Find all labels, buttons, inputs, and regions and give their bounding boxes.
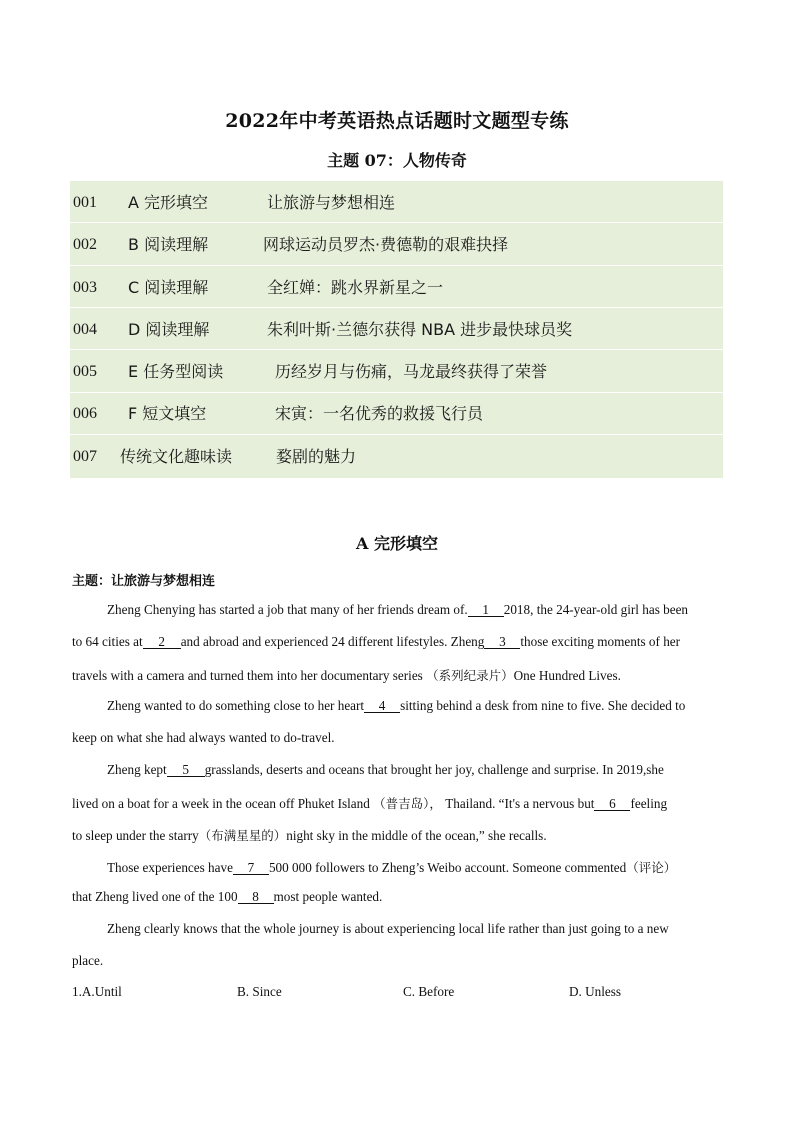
blank-3: 3 xyxy=(484,635,520,649)
passage-text: to sleep under the starry xyxy=(72,828,199,843)
toc-topic: 网球运动员罗杰·费德勒的艰难抉择 xyxy=(263,235,509,254)
passage-text: （评论） xyxy=(626,860,677,875)
option-b: B. Since xyxy=(237,984,282,999)
passage-text: Zheng wanted to do something close to her heart xyxy=(107,698,365,713)
toc-number: 006 xyxy=(73,405,97,422)
toc-number: 003 xyxy=(73,279,97,296)
option-d: D. Unless xyxy=(569,984,622,999)
passage-line xyxy=(107,858,722,876)
passage-text: night sky in the middle of the ocean,” she recalls. xyxy=(286,828,547,843)
passage-text: Those experiences have xyxy=(107,860,233,875)
passage-line xyxy=(72,826,722,844)
passage-line xyxy=(72,794,722,812)
passage-text: that Zheng lived one of the 100 xyxy=(72,889,238,904)
toc-topic: 宋寅：一名优秀的救援飞行员 xyxy=(275,404,484,423)
toc-topic: 让旅游与梦想相连 xyxy=(267,193,396,212)
toc-number: 001 xyxy=(73,194,97,211)
passage-line xyxy=(107,698,722,714)
toc-number: 007 xyxy=(73,448,97,465)
blank-1: 1 xyxy=(468,603,504,617)
divider xyxy=(70,434,723,435)
passage-text: One Hundred Lives. xyxy=(513,668,621,683)
divider xyxy=(70,349,723,350)
toc-type: 传统文化趣味读 xyxy=(120,447,233,466)
divider xyxy=(70,392,723,393)
passage-text: Zheng Chenying has started a job that many of her friends dream of. xyxy=(107,602,468,617)
table-of-contents xyxy=(70,181,723,478)
passage-text: 2018, the 24-year-old girl has been xyxy=(503,602,689,617)
passage-line xyxy=(107,921,722,937)
blank-2: 2 xyxy=(143,635,181,649)
toc-type: C 阅读理解 xyxy=(128,278,209,297)
passage-text: most people wanted. xyxy=(273,889,383,904)
toc-row xyxy=(70,394,723,434)
toc-number: 004 xyxy=(73,321,97,338)
toc-row xyxy=(70,352,723,392)
passage-text: （系列纪录片） xyxy=(426,668,514,683)
toc-row xyxy=(70,310,723,350)
toc-type: E 任务型阅读 xyxy=(128,362,224,381)
passage-text: （布满星星的） xyxy=(198,828,287,843)
divider xyxy=(70,222,723,223)
passage-text: grasslands, deserts and oceans that brought her joy, challenge and surprise. In 2019,she xyxy=(204,762,664,777)
passage-text: Zheng clearly knows that the whole journey is about experiencing local life rather than just going to a new xyxy=(107,921,669,936)
section-theme: 主题：让旅游与梦想相连 xyxy=(72,574,216,589)
toc-number: 002 xyxy=(73,236,97,253)
page-subtitle: 主题 07：人物传奇 xyxy=(327,151,467,170)
passage-line xyxy=(72,889,722,905)
passage-text: to 64 cities at xyxy=(72,634,143,649)
passage-line xyxy=(107,762,722,778)
passage-text: place. xyxy=(72,953,104,968)
passage-line xyxy=(72,730,722,746)
toc-type: D 阅读理解 xyxy=(128,320,210,339)
toc-row xyxy=(70,225,723,265)
option-a: 1.A.Until xyxy=(72,984,122,999)
passage-text: Zheng kept xyxy=(107,762,167,777)
passage-text: 500 000 followers to Zheng’s Weibo account. Someone commented xyxy=(268,860,627,875)
passage-text: travels with a camera and turned them into her documentary series xyxy=(72,668,423,683)
toc-number: 005 xyxy=(73,363,97,380)
passage-line xyxy=(107,602,722,618)
toc-row xyxy=(70,183,723,223)
passage-line xyxy=(72,634,722,650)
passage-text: feeling xyxy=(630,796,668,811)
divider xyxy=(70,265,723,266)
blank-4: 4 xyxy=(364,699,400,713)
blank-7: 7 xyxy=(233,861,269,875)
passage-text: those exciting moments of her xyxy=(520,634,681,649)
page-title: 2022年中考英语热点话题时文题型专练 xyxy=(225,110,569,132)
passage-text: （普吉岛）， xyxy=(373,796,442,811)
toc-row xyxy=(70,437,723,477)
divider xyxy=(70,307,723,308)
toc-topic: 历经岁月与伤痛，马龙最终获得了荣誉 xyxy=(275,362,548,381)
passage-text: Thailand. “It's a nervous but xyxy=(445,796,595,811)
passage-line xyxy=(72,666,722,684)
section-title: A 完形填空 xyxy=(356,534,438,553)
toc-type: B 阅读理解 xyxy=(128,235,209,254)
toc-topic: 朱利叶斯·兰德尔获得 NBA 进步最快球员奖 xyxy=(267,320,573,339)
passage-text: keep on what she had always wanted to do-travel. xyxy=(72,730,335,745)
passage-text: lived on a boat for a week in the ocean off Phuket Island xyxy=(72,796,370,811)
toc-topic: 婺剧的魅力 xyxy=(276,447,357,466)
option-c: C. Before xyxy=(403,984,455,999)
blank-8: 8 xyxy=(238,890,274,904)
passage-line xyxy=(72,953,722,969)
blank-5: 5 xyxy=(167,763,205,777)
toc-row xyxy=(70,268,723,308)
toc-type: A 完形填空 xyxy=(128,193,209,212)
passage-text: and abroad and experienced 24 different lifestyles. Zheng xyxy=(180,634,485,649)
passage-text: sitting behind a desk from nine to five. She decided to xyxy=(400,698,686,713)
blank-6: 6 xyxy=(594,797,630,811)
toc-topic: 全红婵：跳水界新星之一 xyxy=(267,278,444,297)
toc-type: F 短文填空 xyxy=(128,404,207,423)
